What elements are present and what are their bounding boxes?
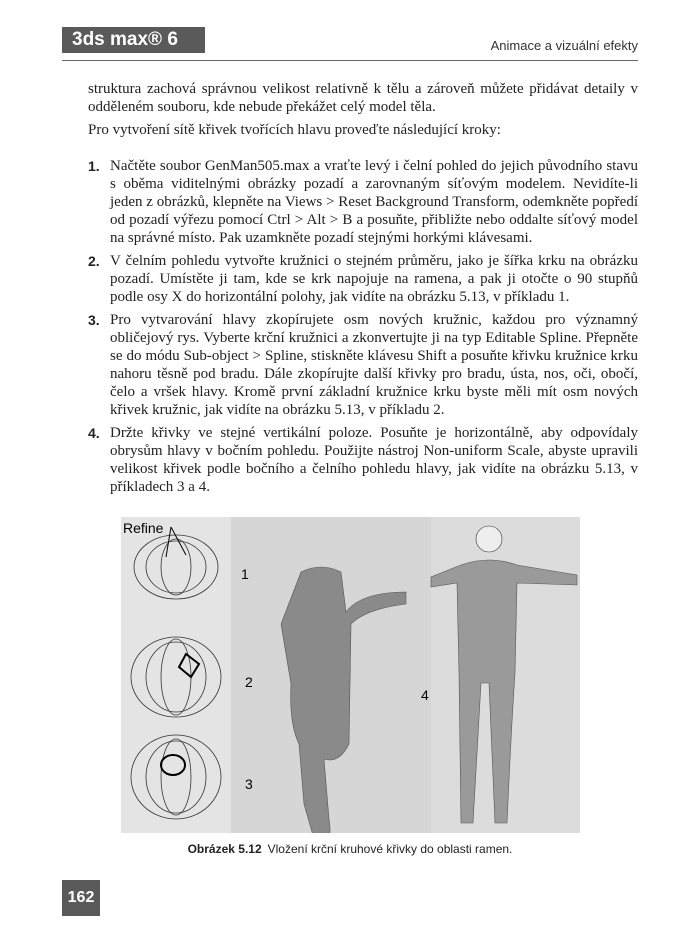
header-rule xyxy=(62,60,638,61)
page-number: 162 xyxy=(62,880,100,916)
chapter-title: Animace a vizuální efekty xyxy=(490,38,638,53)
wireframe-panel xyxy=(121,517,231,833)
step-number: 1. xyxy=(88,158,100,174)
book-title-tab: 3ds max® 6 xyxy=(62,27,205,53)
paragraph: Pro vytvoření sítě křivek tvořících hlavu proveďte následující kroky: xyxy=(88,122,501,138)
example-label-3: 3 xyxy=(245,776,253,792)
step-item xyxy=(88,311,638,419)
step-item xyxy=(88,424,638,496)
paragraph: struktura zachová správnou velikost relativně k tělu a zároveň můžete přidávat detaily v odděleném souboru, kde nebude překážet celý model těla. xyxy=(88,81,638,115)
caption-text: Vložení krční kruhové křivky do oblasti ramen. xyxy=(267,842,513,856)
step-number: 2. xyxy=(88,253,100,269)
step-text: Držte křivky ve stejné vertikální poloze. Posuňte je horizontálně, aby odpovídaly obrysům hlavy v bočním pohledu. Použijte nástroj Non-uniform Scale, abyste upravili velikost křivek podle bočního a čelního pohledu hlavy, jak vidíte na obrázku 5.13, v příkladech 3 a 4. xyxy=(110,425,638,495)
side-body-model xyxy=(281,567,406,833)
step-text: Načtěte soubor GenMan505.max a vraťte levý i čelní pohled do jejich původního stavu s oběma viditelnými obrázky pozadí a zarovnaným síťovým modelem. Nevidíte-li jeden z obrázků, klepněte na Views > Reset Background Transform, odemkněte popředí od pozadí výřezu pomocí Ctrl > Alt > B a posuňte, přibližte nebo oddalte síťový model na správné místo. Pak uzamkněte pozadí stejnými horkými klávesami. xyxy=(110,158,638,246)
refine-label: Refine xyxy=(123,520,164,536)
step-number: 3. xyxy=(88,312,100,328)
figure-image xyxy=(121,517,580,833)
step-item xyxy=(88,252,638,306)
caption-id: Obrázek 5.12 xyxy=(187,842,262,856)
step-text: Pro vytvarování hlavy zkopírujete osm nových kružnic, každou pro významný obličejový rys. Vyberte krční kružnici a zkonvertujte ji na typ Editable Spline. Přepněte se do módu Sub-object > Spline, stiskněte klávesu Shift a posuňte křivku kružnice krku nahoru těsně pod bradu. Dále zkopírujte další křivky pro bradu, ústa, nos, oči, obočí, čelo a vršek hlavy. Kromě první základní kružnice krku byste měli mít osm nových křivek kružnic, jak vidíte na obrázku 5.13, v příkladu 2. xyxy=(110,312,638,418)
step-item xyxy=(88,157,638,247)
figure-caption xyxy=(0,842,700,856)
figure-illustration xyxy=(121,517,580,833)
example-label-1: 1 xyxy=(241,566,249,582)
step-number: 4. xyxy=(88,425,100,441)
steps-list xyxy=(88,157,638,496)
body-text xyxy=(88,80,638,501)
example-label-4: 4 xyxy=(421,687,429,703)
example-label-2: 2 xyxy=(245,674,253,690)
step-text: V čelním pohledu vytvořte kružnici o stejném průměru, jako je šířka krku na obrázku pozadí. Umístěte ji tam, kde se krk napojuje na ramena, a pak ji otočte o 90 stupňů podle osy X do horizontální polohy, jak vidíte na obrázku 5.13, v příkladu 1. xyxy=(110,253,638,305)
